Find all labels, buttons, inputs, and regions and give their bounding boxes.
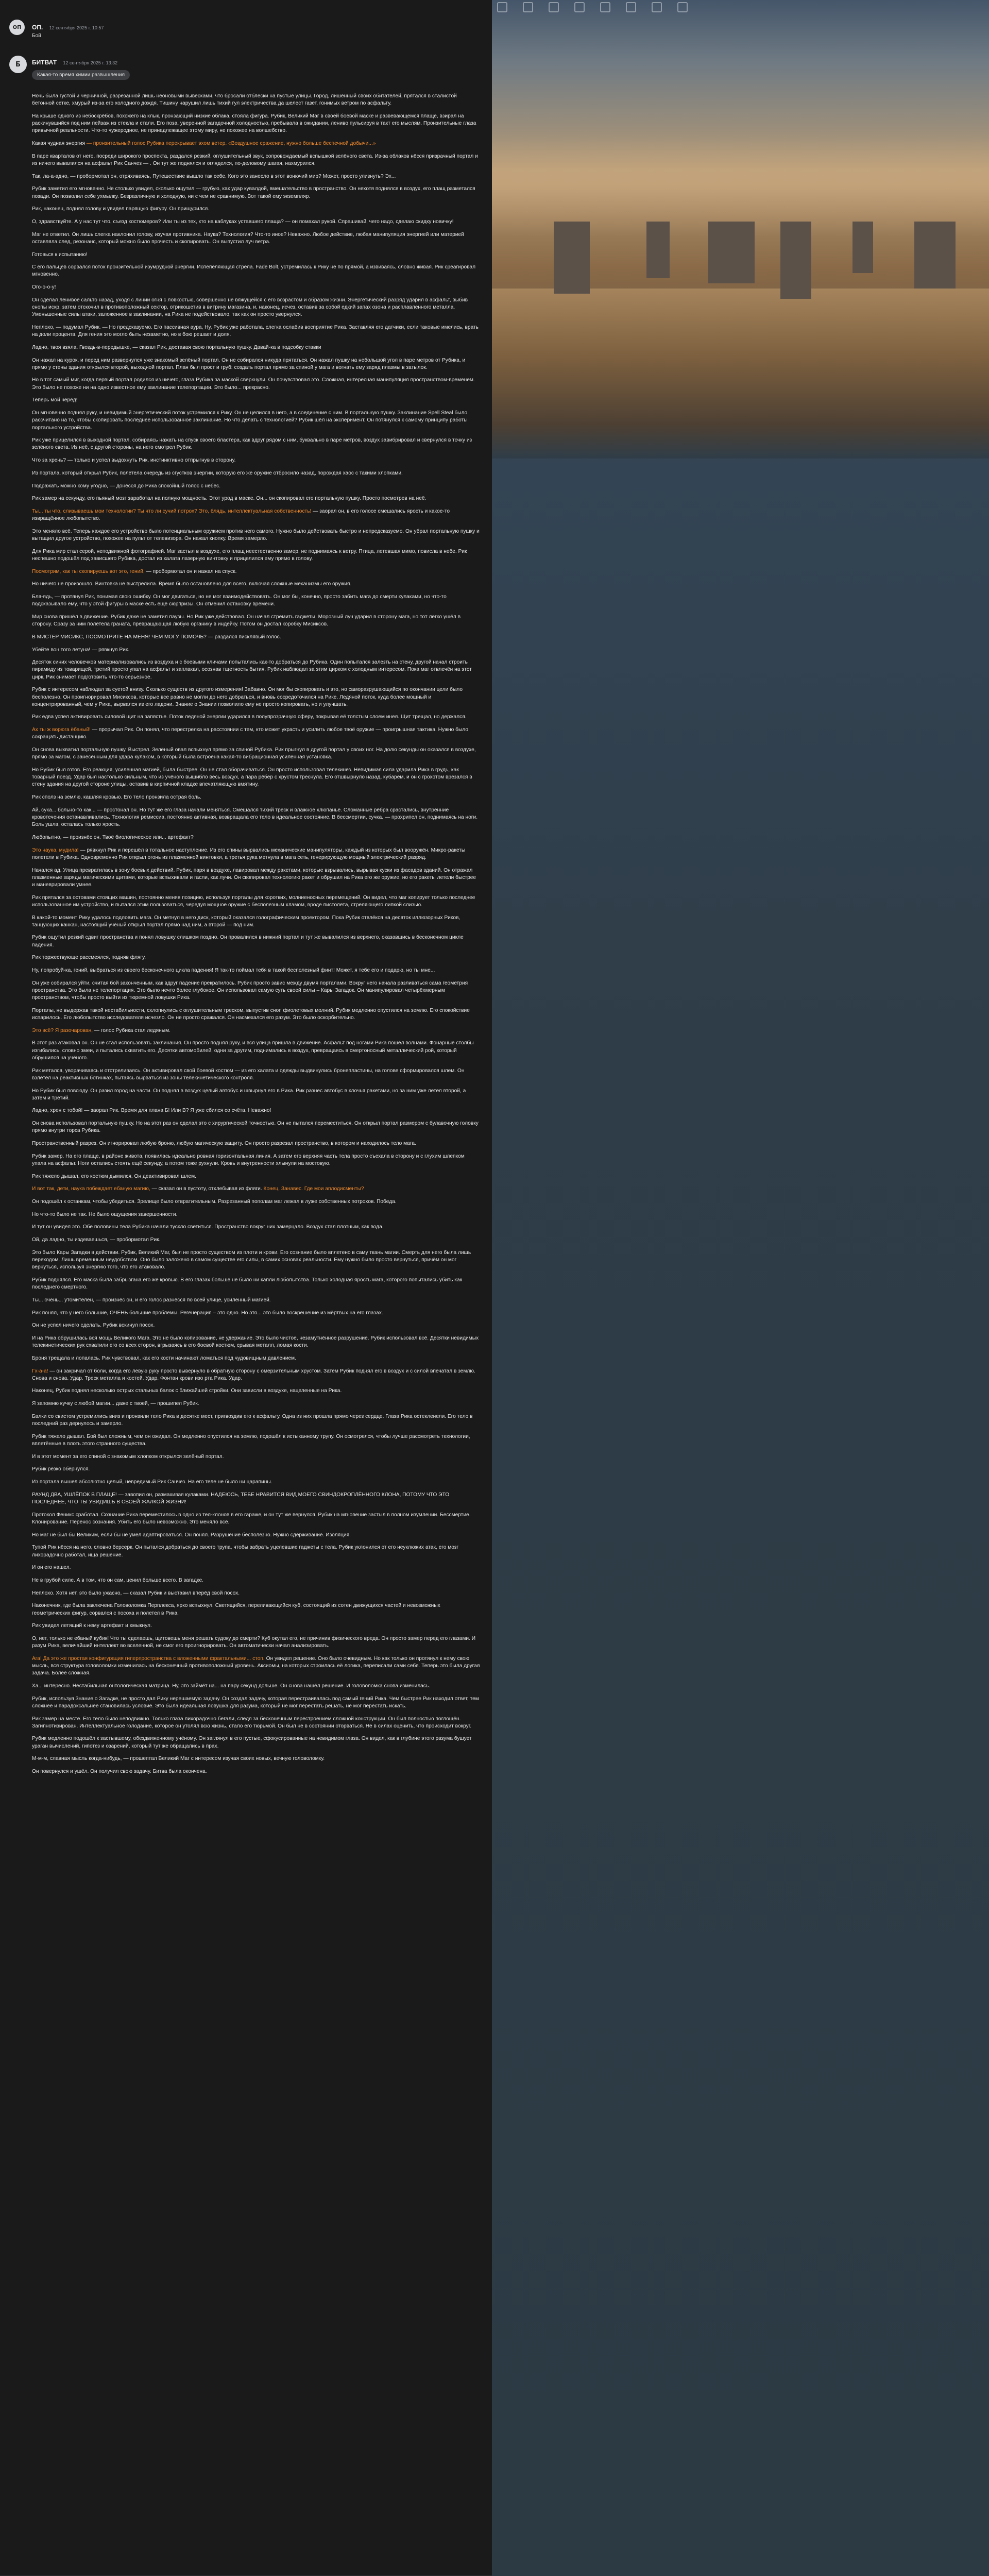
- paragraph: [32, 1297, 480, 1304]
- paragraph: [32, 1532, 480, 1539]
- paragraph-segment: — прорычал Рик. Он понял, что перестрелка на расстоянии с тем, кто может украсть и усилить любое твоё оружие — проигрышная тактика. Нужно было сокращать дистанцию.: [32, 727, 469, 740]
- pinned-header: [32, 23, 104, 32]
- paragraph: [32, 1768, 480, 1775]
- paragraph-segment: Рубик замер. На его плаще, в районе живота, появилась идеально ровная горизонтальная линия. А затем его верхняя часть тела просто съехала в сторону и с глухим шлепком упала на асфальт. Ноги остались стоять ещё секунду, а потом тоже рухнули. Кровь и внутренности хлынули на мостовую.: [32, 1153, 465, 1166]
- list-icon[interactable]: [523, 2, 533, 12]
- paragraph-segment: О, здравствуйте. А у нас тут что, съезд костюмеров? Или ты из тех, кто на каблуках уставшего плаща?: [32, 218, 284, 225]
- paragraph: [32, 140, 480, 147]
- paragraph: [32, 1355, 480, 1362]
- paragraph-segment: Ты... очень... утомителен,: [32, 1297, 95, 1303]
- paragraph-segment: Броня трещала и лопалась. Рик чувствовал, как его кости начинают ломаться под чудовищным давлением.: [32, 1355, 296, 1361]
- paragraph-segment: Для Рика мир стал серой, неподвижной фотографией. Маг застыл в воздухе, его плащ неестественно замер, не поднимаясь к ветру. Птица, летевшая мимо, повисла в небе. Рик неспешно подошёл под зависшего Рубика, достал из халата лазерную винтовку и прицелился ему прямо в голову.: [32, 548, 467, 562]
- paragraph-segment: Время для плана Б! Или В? Я уже сбился со счёта. Неважно!: [121, 1108, 271, 1114]
- paragraph-segment: Какая чудная энергия: [32, 141, 86, 147]
- book-icon[interactable]: [600, 2, 610, 12]
- paragraph-segment: — заорал Рик.: [84, 1108, 121, 1114]
- paragraph-segment: Он нажал на курок, и перед ним развернулся уже знакомый зелёный портал. Он не собирался никуда прятаться. Он нажал пушку на небольшой угол в паре метров от Рубика, и прямо у стены здания открылся второй, выходной портал. План был прост и груб: создать портал прямо за спиной у мага и вогнать ему заряд плазмы в затылок.: [32, 357, 466, 370]
- paragraph-segment: Рубик тяжело дышал. Бой был сложным, чем он ожидал. Он медленно опустился на землю, подошёл к истыканному трупу. Он осмотрелся, чтобы лучше рассмотреть технологии, вплетённые в плоть этого странного существа.: [32, 1433, 470, 1447]
- author-name[interactable]: БИТВАТ: [32, 59, 57, 66]
- paragraph-segment: Его пассивная аура, Ну, Рубик уже работала, слегка ослабив восприятие Рика. Заставляя его датчики, если таковые имелись, врать на доли процента. Для гения это могло быть незаметно, но в бою решает и доля.: [32, 324, 479, 338]
- paragraph-segment: Начался ад. Улица превратилась в зону боевых действий. Рубик, паря в воздухе, лавировал между ракетами, которые взрывались, вырывая куски из фасадов зданий. Он отражал плазменные заряды магическими щитами, которые вспыхивали и гасли, как лучи. Он скопировал технологию ракет и обрушил на Рика его же оружие, но его ракеты летели быстрее и маневрировали умнее.: [32, 867, 476, 888]
- paragraph-segment: Он подошёл к останкам, чтобы убедиться. Зрелище было отвратительным. Разрезанный пополам маг лежал в луже собственных потрохов. Победа.: [32, 1199, 397, 1205]
- paragraph-segment: Не в грубой силе. А в том, что он сам, ценил больше всего. В загадке.: [32, 1577, 203, 1583]
- paragraph: [32, 297, 480, 319]
- paragraph-segment: Ночь была густой и черничной, разрезанной лишь неоновыми вывесками, что бросали отблески на пустые улицы. Город, лишённый своих обитателей, прятался в сталистой бетонной сетке, хмурый из-за его холодного дождя. Тишину нарушил лишь тихий гул электричества да шелест газет, гонимых ветром по асфальту.: [32, 93, 457, 107]
- paragraph-segment: Рик Санчез: [114, 160, 142, 166]
- paragraph-segment: Ах ты ж ворюга ёбаный!: [32, 727, 91, 733]
- paragraph-segment: Рик сполз на землю, кашляя кровью. Его тело пронзила острая боль.: [32, 794, 201, 801]
- paragraph: [32, 634, 480, 641]
- paragraph: [32, 1492, 480, 1506]
- paragraph: [32, 1387, 480, 1395]
- paragraph-segment: Рик едва успел активировать силовой щит на запястье. Поток ледяной энергии ударился в полупрозрачную сферу, покрывая её толстым слоем инея. Щит трещал, но держался.: [32, 714, 467, 720]
- paragraph-segment: — рявкнул Рик.: [92, 647, 130, 653]
- paragraph-segment: Это меняло всё. Теперь каждое его устройство было потенциальным оружием против него самого. Нужно было действовать быстро и непредсказуемо. Он убрал портальную пушку и вытащил другое устройство, похожее на пульт от телевизора. Он нажал кнопку. Время замерло.: [32, 528, 480, 542]
- paragraph: [32, 1277, 480, 1291]
- paragraph-segment: Но в тот самый миг, когда первый портал родился из ничего, глаза Рубика за маской сверкнули. Он почувствовал это. Сложная, интересная манипуляция пространством-временем. Это было не похоже ни на одно известное ему заклинание телепортации. Это было... прекрасно.: [32, 377, 475, 391]
- paragraph-segment: В бессмертии, сучка.: [332, 815, 384, 821]
- paragraph: [32, 1564, 480, 1571]
- paragraph: [32, 264, 480, 278]
- paragraph: [32, 153, 480, 167]
- paragraph: [32, 1007, 480, 1022]
- paragraph: [32, 794, 480, 801]
- paragraph: [32, 185, 480, 200]
- paragraph: [32, 980, 480, 1002]
- pinned-text: Бой: [32, 33, 41, 39]
- paragraph: [32, 1322, 480, 1329]
- paragraph-segment: Но ничего не произошло. Винтовка не выстрелила. Время было остановлено для всего, включая сложные механизмы его оружия.: [32, 581, 352, 587]
- paragraph-segment: Бля-ядь,: [32, 594, 54, 600]
- paragraph: [32, 1040, 480, 1062]
- paragraph: [32, 284, 480, 291]
- paragraph-segment: Рик прятался за остовами стоящих машин, постоянно меняя позицию, используя порталы для коротких, молниеносных перемещений. Он видел, что маг копирует только последнее использованное им устройство, и пытался этим пользоваться, чередуя мощное оружие с бесполезным хламом, вроде пистолета, стреляющего липкой слизью.: [32, 894, 475, 908]
- pinned-time: 12 сентября 2025 г. 10:57: [49, 25, 104, 30]
- paragraph: [32, 659, 480, 681]
- settings-icon[interactable]: [626, 2, 636, 12]
- paragraph-segment: Но что-то было не так. Не было ощущения завершенности.: [32, 1211, 178, 1217]
- paragraph: [32, 914, 480, 929]
- paragraph: [32, 1120, 480, 1134]
- paragraph-segment: Пространственный разрез. Он игнорировал любую броню, любую магическую защиту. Он просто разрезал пространство, в котором и находилось тело мага.: [32, 1141, 416, 1147]
- paragraph-segment: Рубик, Великий Маг: [270, 113, 319, 119]
- paragraph: [32, 1027, 480, 1035]
- paragraph-segment: — протянул Рик, понимая свою ошибку. Он мог двигаться, но не мог взаимодействовать. Он мог бы, конечно, просто забить мага до смерти кулаками, но что-то подсказывало ему, что у этой фигуры в маске есть ещё сюрпризы. Он отменил остановку времени.: [32, 594, 447, 607]
- paragraph: [32, 1512, 480, 1526]
- paragraph: [32, 410, 480, 432]
- paragraph-segment: — прохрипел он, поднимаясь на ноги. Боль ушла, осталась только ярость.: [32, 815, 478, 828]
- paragraph-segment: Ой, да ладно, ты издеваешься,: [32, 1237, 109, 1243]
- paragraph-segment: Рубик медленно подошёл к застывшему, обездвиженному учёному. Он заглянул в его пустые, сфокусированные на невидимом глаза. Он видел, как в глубине этого разума бушует ураган вычислений, гипотез и озарений, который тут же обращались в прах.: [32, 1736, 472, 1749]
- author-avatar[interactable]: Б: [9, 56, 27, 73]
- paragraph: [32, 834, 480, 841]
- paragraph-segment: Ну, попробуй-ка, гений, выбраться из своего бесконечного цикла падения! Я так-то поймал тебя в такой бесполезный финт! Может, я тебе его и подарю, но ты мне...: [32, 968, 435, 974]
- paragraph: [32, 1211, 480, 1218]
- paragraph-segment: О, нет, только не ебаный кубик! Что ты сделаешь, щитовешь меня решать судоку до смерти?: [32, 1635, 260, 1641]
- paragraph-segment: Рик увидел летящий к нему артефакт и хмыкнул.: [32, 1623, 152, 1629]
- paragraph: [32, 528, 480, 543]
- paragraph-segment: — . Он тут же поднялся и огляделся, по-деловому шагая, нахмурился.: [143, 160, 316, 166]
- paragraph: [32, 470, 480, 477]
- bulb-icon[interactable]: [549, 2, 559, 12]
- paragraph: [32, 548, 480, 563]
- paragraph-segment: Рубик заметил его мгновенно. Не столько увидел, сколько ощутил — грубую, как удар кувалдой, вмешательство в пространство. Он нехотя поднялся в воздух, его плащ разметался позади. Он позволил себе ухмылку. Безразличную и холодную, ни с чем не сравнимую. Вот такой ему экземпляр.: [32, 186, 475, 199]
- thread-tag[interactable]: Какая-то время химии развышления: [32, 70, 130, 80]
- paragraph-segment: Рик метался, уворачиваясь и отстреливаясь. Он активировал свой боевой костюм — из его халата и одежды выдвинулись бронепластины, на голове сформировался шлем. Он взлетел на реактивных ботинках, пытаясь вырваться из зоны телекинетического контроля.: [32, 1067, 465, 1081]
- paragraph-segment: Из портала вышел абсолютно целый, невредимый Рик Санчез. На его теле не было ни царапины.: [32, 1479, 272, 1485]
- paragraph-segment: Рубик с интересом наблюдал за суетой внизу. Сколько существ из другого измерения! Забавно. Он мог бы скопировать и это, но саморазрушающийся по окончании цели было бесполезно. Он проигнорировал Мисиксов, которые все равно не могли до него добраться, и вновь сосредоточился на Рике. Ледяной поток, куда более мощный и концентрированный, чем у Рика, вырвался из его ладони. Знание о Знании позволило ему не просто копировать, но и улучшать.: [32, 687, 463, 707]
- paragraph: [32, 1198, 480, 1206]
- paragraph: [32, 867, 480, 889]
- paragraph-segment: Наконечник, где была заключена Головоломка Перплекса, ярко вспыхнул. Светящийся, переливающийся куб, состоящий из сотен движущихся частей и невозможных геометрических фигур, сорвался с посоха и полетел в Рика.: [32, 1603, 440, 1616]
- paragraph: [32, 1088, 480, 1102]
- paragraph-segment: Рубик резко обернулся.: [32, 1466, 90, 1472]
- paragraph: [32, 1067, 480, 1082]
- paragraph-segment: Ты... ты что, слизываешь мои технологии? Ты что ли сучий потрох? Это, блядь, интеллектуальная собственность!: [32, 508, 312, 514]
- paragraph-segment: Рик замер на месте. Его тело было неподвижно. Только глаза лихорадочно бегали, следя за бесконечным перестроением сложной конструкции. Он был полностью поглощён. Загипнотизирован. Интеллектуальное голодание, которое он утолял всю жизнь, стало его тюрьмой. Он был не в состоянии оторваться. Не в силах оценить, что происходит вокруг.: [32, 1716, 472, 1729]
- paragraph: [32, 1453, 480, 1461]
- paragraph-segment: выйти: [106, 995, 121, 1001]
- paragraph-segment: Из портала, который открыл Рубик, полетела очередь из сгустков энергии, которую его же оружие отбросило назад, порождая хаос с такими хлопками.: [32, 470, 403, 476]
- paragraph-segment: — пробормотал он, отряхиваясь,: [70, 173, 153, 179]
- paragraph: [32, 1249, 480, 1272]
- paragraph-segment: — раздался писклявый голос.: [208, 634, 281, 640]
- paragraph-segment: — он закричал от боли, когда его левую руку просто вывернуло в обратную сторону с омерзительным хрустом. Затем Рубик поднял его в воздух и с силой впечатал в землю. Снова и снова. Удар. Треск металла и костей. Удар. Фонтан крови изо рта Рика. Удар.: [32, 1368, 475, 1381]
- paragraph-segment: Конец. Занавес. Где мои аплодисменты?: [263, 1186, 364, 1192]
- paragraph: [32, 324, 480, 338]
- paragraph: [32, 847, 480, 861]
- paragraph: [32, 1368, 480, 1382]
- paragraph-segment: Ай, сука... больно-то как...: [32, 807, 96, 813]
- paragraph-segment: Неплохо. Хотя нет, это было ужасно,: [32, 1590, 122, 1596]
- paragraph-segment: НАДЕЮСЬ, ТЕБЕ НРАВИТСЯ ВИД МОЕГО СВИНДОКРОПЛЁННОГО КЛОНА, ПОТОМУ ЧТО ЭТО ПОСЛЕДНЕЕ, ЧТО ТЫ УВИДИШЬ В СВОЕЙ ЖАЛКОЙ ЖИЗНИ!: [32, 1492, 450, 1505]
- post-header: [32, 58, 117, 67]
- paragraph: [32, 1635, 480, 1650]
- paragraph-segment: сработал. Сознание Рика переместилось в одно из тел-клонов в его гараже, и он тут же вернулся. Рубик на мгновение застыл в полном изумлении. Бессмертие. Клонирование. Перенос сознания. Убить его было невозможно. Это меняло всё.: [32, 1512, 471, 1525]
- paragraph-segment: — прошипел Рубик.: [150, 1401, 199, 1407]
- paragraph-segment: Рик уже прицелился в выходной портал, собираясь нажать на спуск своего бластера, как вдруг рядом с ним, буквально в паре метров, воздух завибрировал и свернулся в точку из зелёного света. Из неё, с другой стороны, на него смотрел Рубик.: [32, 437, 472, 451]
- paragraph-segment: Теперь мой черёд!: [32, 397, 78, 403]
- paragraph: [32, 1466, 480, 1473]
- paragraph-segment: Порталы, не выдержав такой нестабильности, схлопнулись с оглушительным треском, выпустив сноп фиолетовых молний. Рубик медленно опустился на землю. Его спокойствие испарилось. Его любопытство исследователя исчезло. Он не просто сражался. Он насмехался его разум. Это было оскорбительно.: [32, 1007, 470, 1021]
- paragraph: [32, 231, 480, 246]
- paragraph-segment: Это было Кары Загадки в действии. Рубик, Великий Маг, был не просто существом из плоти и крови. Его сознание было вплетено в саму ткань магии. Смерть для него была лишь переходом. Лишь временным неудобством. Оно было заложено в самом существе его силы, в самих основах реальности. Ему нужно было просто вернуться, причём он мог вернуться, используя энергию того, что его атаковало.: [32, 1249, 471, 1270]
- paragraph-segment: В какой-то момент Рику удалось подловить мага. Он метнул в него диск, который оказался голографическим проектором. Пока Рубик отвлёкся на десяток иллюзорных Риков, танцующих канкан, настоящий учёный открыл портал прямо над ним, а второй — под ним.: [32, 914, 461, 928]
- paragraph: [32, 686, 480, 708]
- paragraph-segment: Спрашивай, чего надо, сделаю скидку новичку!: [338, 218, 454, 225]
- paragraph-segment: Мир снова пришёл в движение. Рубик даже не заметил паузы. Но Рик уже действовал. Он начал стремить гаджеты. Морозный луч ударил в сторону мага, но тот легко ушёл в сторону. Сразу за ним полетела граната, превращающая любую органику в индейку. Потом он достал коробку Мисиксов.: [32, 614, 461, 628]
- paragraph-segment: И на Рика обрушилась вся мощь Великого Мага. Это не было копирование, не удержание. Это было чистое, незамутнённое разрушение. Рубик использовал всё. Десятки невидимых телекинетических рук схватили его со всех сторон, вгрызаясь в его боевой костюм, срывая металл, ломая кости.: [32, 1335, 479, 1349]
- text-icon[interactable]: [574, 2, 585, 12]
- background-image: [492, 0, 989, 2576]
- paragraph: [32, 495, 480, 502]
- paragraph-segment: И вот так, дети, наука побеждает ебаную магию,: [32, 1186, 150, 1192]
- paragraph: [32, 1413, 480, 1428]
- paragraph-segment: В этот раз атаковал он. Он не стал использовать заклинания. Он просто поднял руку, и вся улица пришла в движение. Асфальт под ногами Рика пошёл волнами. Фонарные столбы изгибались, словно змеи, и пытались схватить его. Десятки автомобилей, одни за другим, поднимались в воздух, превращаясь в смертоносный металлический рой, который обрушился на учёного.: [32, 1040, 474, 1061]
- paragraph-segment: Но Рубик был повсюду. Он разил город на части. Он поднял в воздух целый автобус и швырнул его в Рика. Рик разнес автобус в клочья ракетами, но за ним уже летел второй, а затем и третий.: [32, 1088, 466, 1101]
- story-text: [32, 93, 480, 1781]
- paragraph-segment: Давай-ка в подсобку ставки: [253, 344, 321, 350]
- paragraph: [32, 357, 480, 371]
- paragraph-segment: Рик замер на секунду, его пьяный мозг заработал на полную мощность. Этот урод в маске. Он... он скопировал его портальную пушку. Просто посмотрев на неё.: [32, 496, 427, 502]
- paragraph-segment: Он повернулся и ушёл. Он получил свою задачу. Битва была окончена.: [32, 1769, 207, 1775]
- paragraph: [32, 1224, 480, 1231]
- paragraph-segment: РАУНД ДВА, УШЛЁПОК В ПЛАЩЕ!: [32, 1492, 117, 1498]
- paragraph: [32, 1236, 480, 1244]
- paragraph: [32, 647, 480, 654]
- avatar[interactable]: ОП: [9, 20, 25, 35]
- globe-icon[interactable]: [677, 2, 688, 12]
- paragraph-segment: — сказал Рубик и выставил вперёд свой посох.: [123, 1590, 240, 1596]
- paragraph-segment: в своей боевой маске и развевающемся плаще, взирал на раскинувшийся под ним пейзаж из стекла и стали. Его поза, уверенной загадочной холодностью, пребывала в ожидании, лениво пульсируя в такт его мыслям. Пронзительные глаза привычной реальности. Что-то чужеродное, не принадлежащее этому миру, не похожее на волшебство.: [32, 113, 476, 134]
- paragraph-segment: — заорал он, в его голосе смешались ярость и какое-то извращённое любопытство.: [32, 508, 450, 522]
- paragraph-segment: Я запомню кучку с любой магии... даже с твоей,: [32, 1401, 149, 1407]
- paragraph-segment: Наконец, Рубик поднял несколько острых стальных балок с ближайшей стройки. Они зависли в воздухе, нацеленные на Рика.: [32, 1388, 342, 1394]
- paragraph-segment: Рик тяжело дышал, его костюм дымился. Он деактивировал шлем.: [32, 1173, 196, 1179]
- paragraph: [32, 1544, 480, 1558]
- paragraph: [32, 714, 480, 721]
- paragraph-segment: Он снова нашёл решение. И головоломка снова изменилась.: [280, 1683, 431, 1689]
- paragraph-segment: — донёсся до Рика спокойный голос с небес.: [109, 483, 221, 489]
- paragraph-segment: Ладно, твоя взяла. Гвоздь-в-передышке,: [32, 344, 131, 350]
- paragraph: [32, 1655, 480, 1677]
- paragraph-segment: Феникс: [56, 1512, 74, 1518]
- paragraph-segment: Гх-а-а!: [32, 1368, 48, 1374]
- paragraph: [32, 1683, 480, 1690]
- paragraph-segment: Готовься к испытанию!: [32, 251, 88, 258]
- paragraph-segment: Маг не ответил. Он лишь слегка наклонил голову, изучая противника. Наука? Технология? Что-то иное? Неважно. Любое действие, любая манипуляция энергией или материей оставляла след, резонанс, который можно было прочесть и скопировать. Он выпустил луч ветра.: [32, 231, 464, 245]
- paragraph-segment: На крыше одного из небоскрёбов, похожего на клык, пронзающий низкие облака, стояла фигура.: [32, 113, 271, 119]
- paragraph-segment: — пробормотал Рик.: [110, 1237, 161, 1243]
- paragraph-segment: Ладно, хрен с тобой!: [32, 1108, 83, 1114]
- paragraph-segment: Твоё биологическое или... артефакт?: [102, 834, 194, 840]
- paragraph-segment: И в этот момент за его спиной с знакомым хлопком открылся зелёный портал.: [32, 1453, 224, 1460]
- paragraph: [32, 457, 480, 464]
- paragraph-segment: — произнёс он, и его голос разнёсся по всей улице, усиленный магией.: [95, 1297, 271, 1303]
- paragraph-segment: Рик, наконец, поднял голову и увидел парящую фигуру. Он прищурился.: [32, 206, 210, 212]
- paragraph-segment: Но Рубик был готов. Его реакция, усиленная магией, была быстрее. Он не стал оборачиваться. Он просто использовал телекинез. Невидимая сила ударила Рика в грудь, как товарный поезд. Удар был настолько сильным, что из учёного вышибло весь воздух, а пара рёбер с хрустом треснула. Его отшвырнуло назад, кубарем, и он с грохотом врезался в стену здания на другой стороне улицы, оставив в кирпичной кладке впечатляющую вмятину.: [32, 767, 472, 788]
- paragraph: [32, 594, 480, 608]
- paragraph-segment: Рик торжествующе рассмеялся, подняв флягу.: [32, 955, 146, 961]
- paragraph: [32, 206, 480, 213]
- chat-panel: [0, 0, 492, 2576]
- pinned-name: ОП.: [32, 24, 43, 31]
- paragraph-segment: Что за хрень?: [32, 457, 66, 464]
- paragraph-segment: Он мгновенно поднял руку, и невидимый энергетический поток устремился к Рику. Он не целился в него, а в соединение с ним. В портальную пушку. Заклинание Spell Steal было рассчитано на то, чтобы скопировать последнее использованное заклинание. Но что делать с технологией? Рубик шёл на эксперимент. Он потянулся к самому принципу работы портального устройства.: [32, 410, 468, 431]
- paragraph-segment: — прошептал Великий Маг с интересом изучая своих новых, вечную головоломку.: [123, 1756, 325, 1762]
- paragraph-segment: — голос Рубика стал ледяным.: [94, 1027, 170, 1033]
- paragraph-segment: — сказал Рик, доставая свою портальную пушку.: [132, 344, 254, 350]
- paragraph: [32, 1602, 480, 1617]
- paragraph: [32, 568, 480, 575]
- paragraph: [32, 934, 480, 948]
- paragraph: [32, 377, 480, 391]
- paragraph-segment: — сказал он в пустоту, отхлебывая из фляги.: [151, 1186, 264, 1192]
- paragraph-segment: Он уже собирался уйти, считая бой законченным, как вдруг падение прекратилось. Рубик просто завис между двумя порталами. Вокруг него начала разливаться сама геометрия пространства. Это была не телепортация. Это было нечто более глубокое. Он использовал самую суть своей силы – Кары Загадок. Он манипулировал четырёхмерным пространством, чтобы просто: [32, 980, 468, 1001]
- paragraph-segment: Рик понял, что у него большие, ОЧЕНЬ большие проблемы. Регенерация – это одно. Но это... это было воскрешение из мёртвых на его глазах.: [32, 1310, 383, 1316]
- paragraph: [32, 614, 480, 628]
- paragraph: [32, 1107, 480, 1114]
- paragraph: [32, 483, 480, 490]
- paragraph-segment: Рубик поднялся. Его маска была забрызгана его же кровью. В его глазах больше не было ни капли любопытства. Только холодная ярость мага, которого попытались убить как последнего смертного.: [32, 1277, 463, 1291]
- paragraph: [32, 767, 480, 789]
- paragraph: [32, 218, 480, 226]
- paragraph: [32, 954, 480, 961]
- paragraph: [32, 1433, 480, 1448]
- paragraph: [32, 1622, 480, 1630]
- paragraph-segment: Он не успел ничего сделать. Рубик вскинул посох.: [32, 1323, 155, 1329]
- paragraph-segment: В МИСТЕР МИСИКС, ПОСМОТРИТЕ НА МЕНЯ! ЧЕМ МОГУ ПОМОЧЬ?: [32, 634, 207, 640]
- top-toolbar: [492, 0, 698, 15]
- paragraph-segment: С его пальцев сорвался поток пронзительной изумрудной энергии. Испепеляющая стрела. Fade Bolt, устремилась к Рику не по прямой, а извиваясь, словно живая. Рик среагировал мгновенно.: [32, 264, 476, 278]
- paragraph-segment: М-м-м, славная мысль когда-нибудь,: [32, 1756, 122, 1762]
- paragraph-segment: Ха... интересно. Нестабильная онтологическая матрица. Ну, это займёт на... на пару секунд дольше.: [32, 1683, 279, 1689]
- paragraph: [32, 1716, 480, 1730]
- paragraph: [32, 397, 480, 404]
- paragraph-segment: Подражать можно кому угодно,: [32, 483, 108, 489]
- paragraph-segment: Неплохо, — подумал Рубик. — Но предсказуемо.: [32, 324, 152, 330]
- paragraph-segment: В паре кварталов от него, посреди широкого проспекта, раздался резкий, оглушительный звук, сопровождаемый вспышкой зелёного света. Из-за облаков нёсся призрачный портал и из ничего вывалился на асфальт: [32, 153, 478, 166]
- paragraph-segment: — произнёс он.: [63, 834, 103, 840]
- paragraph: [32, 581, 480, 588]
- paragraph: [32, 251, 480, 259]
- paragraph-segment: Путешествие вышло так себе. Кого это занесло в этот вонючий мир? Может, просто улизнуть? Эх...: [152, 173, 396, 179]
- paragraph-segment: И он его нашел.: [32, 1565, 71, 1571]
- paragraph: [32, 93, 480, 107]
- paragraph: [32, 1310, 480, 1317]
- paragraph: [32, 437, 480, 451]
- paragraph-segment: Убейте вон того летуна!: [32, 647, 91, 653]
- paragraph-segment: И тут он увидел это. Обе половины тела Рубика начали тускло светиться. Пространство вокруг них замерцало. Воздух стал плотным, как вода.: [32, 1224, 384, 1230]
- paragraph-segment: Это наука, мудила!: [32, 847, 79, 853]
- paragraph: [32, 1400, 480, 1408]
- paragraph-segment: Но маг не был бы Великим, если бы не умел адаптироваться. Он понял. Разрушение бесполезно. Нужно сдерживание. Изоляция.: [32, 1532, 351, 1538]
- paragraph: [32, 747, 480, 761]
- paragraph-segment: из тюремной ловушки Рика.: [122, 995, 191, 1001]
- paragraph-segment: — рявкнул Рик и перешёл в тотальное наступление. Из его спины вырвались механические манипуляторы, каждый из которых был вооружён. Микро-ракеты полетели в Рубика. Одновременно Рик открыл огонь из плазменной винтовки, а третья рука метнула в мага сеть, генерирующую мощный электрический разряд.: [32, 847, 466, 860]
- paragraph: [32, 1735, 480, 1750]
- paragraph-segment: Рубик ощутил резкий сдвиг пространства и понял ловушку слишком поздно. Он провалился в нижний портал и тут же вывалился из верхнего, оказавшись в бесконечном цикле падения.: [32, 935, 464, 948]
- tool-icon[interactable]: [497, 2, 507, 12]
- paragraph-segment: Протокол: [32, 1512, 57, 1518]
- paragraph-segment: Ага! Да это же простая конфигурация гиперпространства с вложенными фрактальными... стоп.: [32, 1655, 265, 1662]
- paragraph-segment: Рубик, используя Знание о Загадке, не просто дал Рику нерешаемую задачу. Он создал задачу, которая перестраивалась под самый гений Рика. Чем быстрее Рик находил ответ, тем сложнее и парадоксальнее становилась условие. Это была идеальная ловушка для разума, который не мог перестать решать, не мог перестать искать.: [32, 1696, 479, 1709]
- paragraph: [32, 894, 480, 909]
- users-icon[interactable]: [652, 2, 662, 12]
- paragraph-segment: Куб окутал его, не причинив физического вреда. Он просто замер перед его глазами. И разум Рика, величайший интеллект во вселенной, не смог его проигнорировать. Он автоматически начал анализировать.: [32, 1635, 476, 1649]
- paragraph-segment: — простонал он. Но тут же его глаза начали меняться. Смешался тихий треск и влажное хлюпанье. Сломанные рёбра срастались, внутренние кровотечения останавливались. Технология ремиссиа, постоянно активная, возвращала его тело в идеальное состояние.: [32, 807, 449, 821]
- paragraph-segment: Посмотрим, как ты скопируешь вот это, гений,: [32, 568, 145, 574]
- paragraph-segment: — только и успел выдохнуть Рик, инстинктивно отпрыгнув в сторону.: [67, 457, 236, 464]
- paragraph-segment: — пронзительный голос Рубика перекрывает эхом ветер. «Воздушное сражение, нужно больше беспечной добычи...»: [86, 141, 376, 147]
- paragraph-segment: — он помахал рукой.: [285, 218, 338, 225]
- paragraph: [32, 1140, 480, 1147]
- paragraph: [32, 1696, 480, 1710]
- paragraph: [32, 1479, 480, 1486]
- paragraph: [32, 726, 480, 741]
- paragraph-segment: Ого-о-о-у!: [32, 284, 56, 291]
- paragraph-segment: Он снова использовал портальную пушку. Но на этот раз он сделал это с хирургической точностью. Он не пытался переместиться. Он открыл портал размером с булавочную головку прямо внутри торса Рубика.: [32, 1121, 479, 1134]
- paragraph: [32, 113, 480, 135]
- paragraph: [32, 1173, 480, 1180]
- paragraph: [32, 1755, 480, 1762]
- paragraph: [32, 1335, 480, 1349]
- paragraph-segment: Любопытно,: [32, 834, 62, 840]
- paragraph-segment: Он увидел решение. Оно было очевидным. Но как только он протянул к нему свою мысль, вся структура головоломки изменилась на бесконечный противоположный уровень. Аксиомы, на которых строилась её логика, переписали сами себя. Теперь это была другая задача. Более сложная.: [32, 1655, 480, 1676]
- paragraph-segment: Десяток синих человечков материализовались из воздуха и с боевыми кличами попытались как-то добраться до Рубика. Один попытался залезть на стену, другой начал строить пирамиду из товарищей, третий просто упал на асфальт и заплакал, осознав тщетность бытия. Рубик наблюдал за этим цирком с холодным интересом. Пока маг отвлечён на этот цирк, Рик снимает подготовить что-то серьезное.: [32, 659, 472, 680]
- paragraph: [32, 1590, 480, 1597]
- paragraph-segment: Это всё? Я разочарован,: [32, 1027, 93, 1033]
- paragraph-segment: Он снова выхватил портальную пушку. Выстрел. Зелёный овал вспыхнул прямо за спиной Рубика. Рик прыгнул в другой портал у своих ног. На долю секунды он оказался в воздухе, прямо за магом, с занесённым для удара кулаком, в который была встроена какая-то вибрационная усиленная установка.: [32, 747, 476, 760]
- paragraph: [32, 173, 480, 180]
- paragraph-segment: Он сделал ленивое сальто назад, уходя с линии огня с ловкостью, совершенно не вяжущейся с его возрастом и образом жизни. Энергетический разряд ударил в асфальт, выбив снопы искр, затем отскочил в противоположный сектор, отрикошетив в витрину магазина, и, наконец, исчез, оставив за собой едкий запах озона и расплавленного металла. Уменьшенные силы атаки, заложенное в заклинании, на Рика не подействовало, так как он просто увернулся.: [32, 297, 468, 318]
- paragraph-segment: Так, ла-а-адно,: [32, 173, 69, 179]
- paragraph: [32, 807, 480, 829]
- paragraph: [32, 1185, 480, 1193]
- paragraph: [32, 508, 480, 522]
- paragraph: [32, 967, 480, 974]
- paragraph-segment: — завопил он, размахивая кулаками.: [118, 1492, 211, 1498]
- paragraph-segment: — пробормотал он и нажал на спуск.: [146, 568, 237, 574]
- paragraph: [32, 1153, 480, 1167]
- paragraph-segment: Балки со свистом устремились вниз и пронзили тело Рика в десятке мест, пригвоздив его к асфальту. Одна из них прошла прямо через сердце. Глаза Рика остекленели. Его тело в последний раз дернулось и замерло.: [32, 1413, 473, 1427]
- paragraph: [32, 344, 480, 351]
- paragraph: [32, 1577, 480, 1584]
- paragraph-segment: Тупой Рик нёсся на него, словно берсерк. Он пытался добраться до своего трупа, чтобы забрать уцелевшие гаджеты с тела. Рубик уклонился от его неуклюжих атак, его мозг лихорадочно работал, ища решение.: [32, 1545, 459, 1558]
- post-time: 12 сентября 2025 г. 13:32: [63, 60, 118, 65]
